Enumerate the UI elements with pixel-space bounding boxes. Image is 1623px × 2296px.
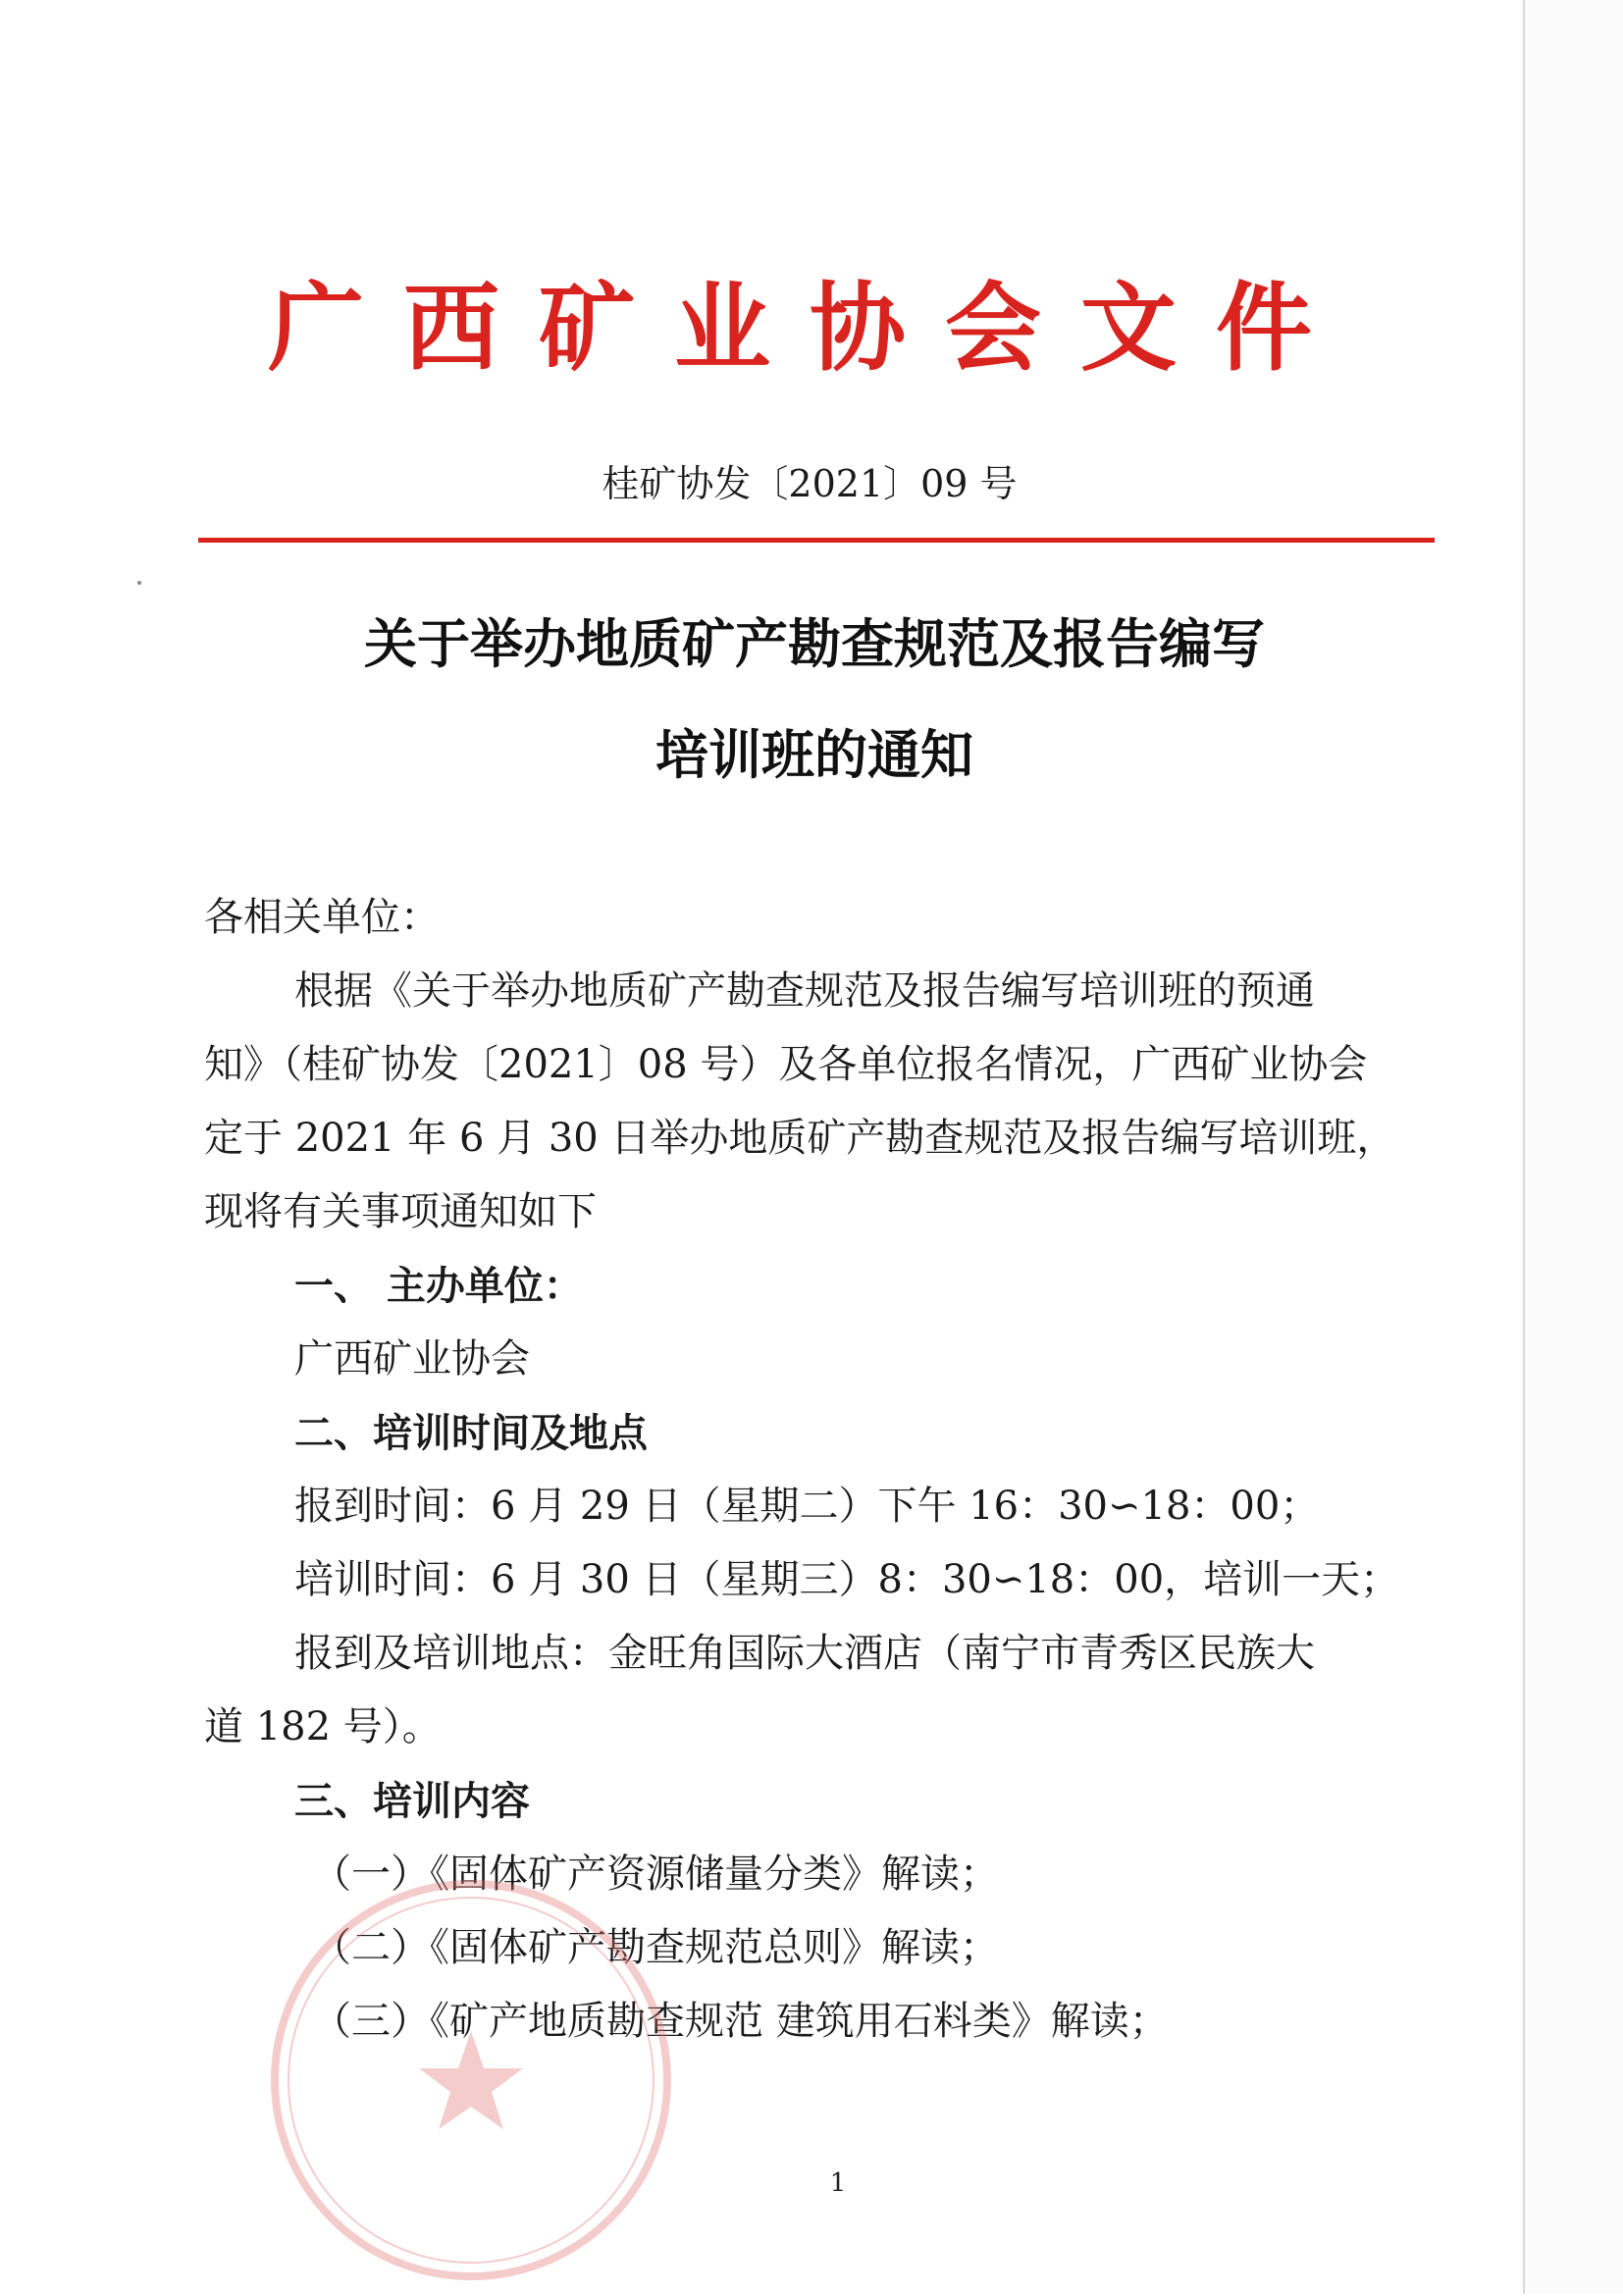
page-number: 1 [829,2168,847,2198]
document-number: 桂矿协发〔2021〕09 号 [602,462,1018,505]
venue-line: 道 182 号）。 [204,1704,442,1749]
report-time: 报到时间：6 月 29 日（星期二）下午 16：30∽18：00； [294,1484,1320,1529]
scan-margin [1525,0,1623,2294]
paragraph-line: 根据《关于举办地质矿产勘查规范及报告编写培训班的预通 [294,968,1315,1014]
venue-line: 报到及培训地点：金旺角国际大酒店（南宁市青秀区民族大 [294,1631,1315,1676]
section-heading: 一、 主办单位： [294,1263,583,1309]
content-item: （三）《矿产地质勘查规范 建筑用石料类》解读； [312,1999,1169,2044]
scan-edge-line [1523,0,1525,2294]
paragraph-line: 现将有关事项通知如下 [204,1189,597,1234]
paragraph-line: 定于 2021 年 6 月 30 日举办地质矿产勘查规范及报告编写培训班， [204,1116,1396,1161]
section-heading: 三、培训内容 [294,1778,530,1824]
document-masthead: 广西矿业协会文件 [267,272,1351,385]
masthead-divider [198,538,1435,543]
training-time: 培训时间：6 月 30 日（星期三）8：30∽18：00，培训一天； [294,1557,1400,1602]
paragraph-line: 知》（桂矿协发〔2021〕08 号）及各单位报名情况，广西矿业协会 [204,1042,1368,1087]
section-text: 广西矿业协会 [294,1336,530,1382]
official-seal-icon [255,1864,687,2296]
section-heading: 二、培训时间及地点 [294,1410,648,1456]
content-item: （二）《固体矿产勘查规范总则》解读； [312,1925,999,1970]
document-title-line-1: 关于举办地质矿产勘查规范及报告编写 [364,613,1265,675]
content-item: （一）《固体矿产资源储量分类》解读； [312,1852,999,1897]
scan-speck [137,581,141,585]
document-title-line-2: 培训班的通知 [655,724,973,786]
salutation: 各相关单位： [204,895,440,940]
